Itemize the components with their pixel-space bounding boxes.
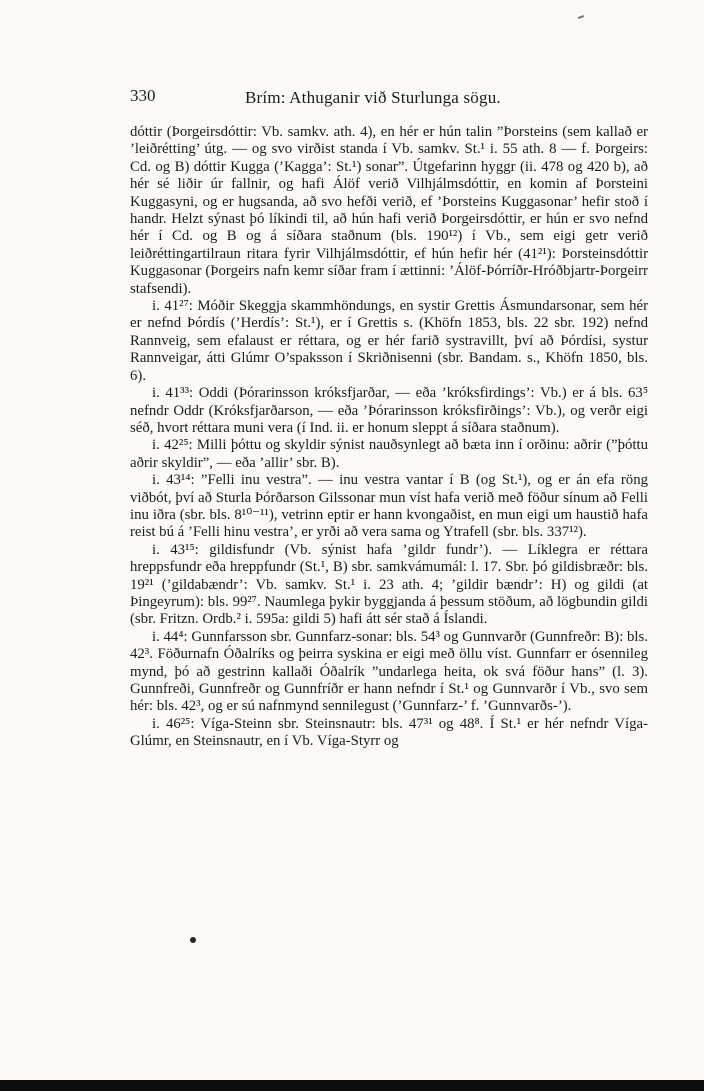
- paragraph-note-41-33: i. 41³³: Oddi (Þórarinsson króksfjarðar, — eða ’króksfirdings’: Vb.) er á bls. 63⁵ nefndr Oddr (Króksfjarðarson, — eða ’Þórarinsson króksfirðings’: Vb.), og verðr eigi séð, hvort réttara muni vera (í Ind. ii. er honum sleppt á síðara staðnum).: [130, 385, 648, 436]
- margin-pencil-mark: [578, 15, 584, 19]
- scan-bottom-edge: [0, 1080, 704, 1091]
- paragraph-continuation: dóttir (Þorgeirsdóttir: Vb. samkv. ath. 4), en hér er hún talin ”Þorsteins (sem kallað er ’leiðrétting’ útg. — og svo virðist standa í Vb. samkv. St.¹ i. 55 ath. 8 — f. Þorgeirs: Cd. og B) dóttir Kugga (’Kagga’: St.¹) sonar”. Útgefarinn hyggr (ii. 478 og 420 b), að hér sé liðir úr fallnir, og hafi Álöf verið Vilhjálmsdóttir, en komin af Þorsteini Kuggasyni, og er hugsanda, að svo hefði verið, ef ’Þorsteins Kuggasonar’ hefir stoð í handr. Helzt sýnast þó líkindi til, að hún hafi verið Þorgeirsdóttir, er hún er svo nefnd hér í Cd. og B og á síðara staðnum (bls. 190¹²) í Vb., sem eigi getr verið leiðréttingartilraun ritara fyrir Vilhjálmsdóttir, ef hún hefir hér (41²¹): Þorsteinsdóttir Kuggasonar (Þorgeirs nafn kemr síðar fram í ættinni: ’Álöf-Þórríðr-Hróðbjartr-Þorgeirr stafsendi).: [130, 124, 648, 297]
- body-text: [130, 124, 648, 751]
- running-head: Brím: Athuganir við Sturlunga sögu.: [245, 88, 501, 107]
- ink-dot: [190, 937, 196, 943]
- paragraph-note-44-4: i. 44⁴: Gunnfarsson sbr. Gunnfarz-sonar: bls. 54³ og Gunnvarðr (Gunnfreðr: B): bls. 42³. Föðurnafn Óðalríks og þeirra syskina er eigi með öllu víst. Gunnfarr er ósennileg mynd, þó að gestrinn kallaði Óðalrík ”undarlega heita, ok svá föður hans” (l. 3). Gunnfreði, Gunnfreðr og Gunnfríðr er hann nefndr í St.¹ og Gunnvarðr í Vb., svo sem hér: bls. 42³, og er sú nafnmynd sennilegust (’Gunnfarz-’ f. ’Gunnvarðs-’).: [130, 628, 648, 715]
- paragraph-note-41-27: i. 41²⁷: Móðir Skeggja skammhöndungs, en systir Grettis Ásmundarsonar, sem hér er nefnd Þórdís (’Herdís’: St.¹), er í Grettis s. (Khöfn 1853, bls. 22 sbr. 192) nefnd Rannveig, sem efalaust er réttara, og er hér farið systravillt, því að Þórdísi, systur Rannveigar, átti Glúmr O’spaksson í Skriðnisenni (sbr. Bandam. s., Khöfn 1850, bls. 6).: [130, 298, 648, 384]
- paragraph-note-43-14: i. 43¹⁴: ”Felli inu vestra”. — inu vestra vantar í B (og St.¹), og er án efa röng viðbót, því að Sturla Þórðarson Gilssonar mun víst hafa verið með föður sínum að Felli inu iðra (sbr. bls. 8¹⁰⁻¹¹), vetrinn eptir er hann kvongaðist, en mun eigi um haustið hafa reist bú á ’Felli hinu vestra’, er yrði að vera sama og Ytrafell (sbr. bls. 337¹²).: [130, 472, 648, 541]
- paragraph-note-42-25: i. 42²⁵: Milli þóttu og skyldir sýnist nauðsynlegt að bæta inn í orðinu: aðrir (”þóttu aðrir skyldir”, — eða ’allir’ sbr. B).: [130, 437, 648, 471]
- paragraph-note-46-25: i. 46²⁵: Víga-Steinn sbr. Steinsnautr: bls. 47³¹ og 48⁸. Í St.¹ er hér nefndr Víga-Glúmr, en Steinsnautr, en í Vb. Víga-Styrr og: [130, 715, 648, 750]
- page-number: 330: [130, 86, 156, 105]
- paragraph-note-43-15: i. 43¹⁵: gildisfundr (Vb. sýnist hafa ’gildr fundr’). — Líklegra er réttara hreppsfundr eða hreppfundr (St.¹, B) sbr. samkvámumál: l. 17. Sbr. þó gildisbræðr: bls. 19²¹ (’gildabændr’: Vb. samkv. St.¹ i. 23 ath. 4; ’gildir bændr’: H) og gildi (at Þingeyrum): bls. 99²⁷. Naumlega þykir byggjanda á þessum stöðum, að lögbundin gildi (sbr. Fritzn. Ordb.² i. 595a: gildi 5) hafi átt sér stað á Íslandi.: [130, 541, 648, 628]
